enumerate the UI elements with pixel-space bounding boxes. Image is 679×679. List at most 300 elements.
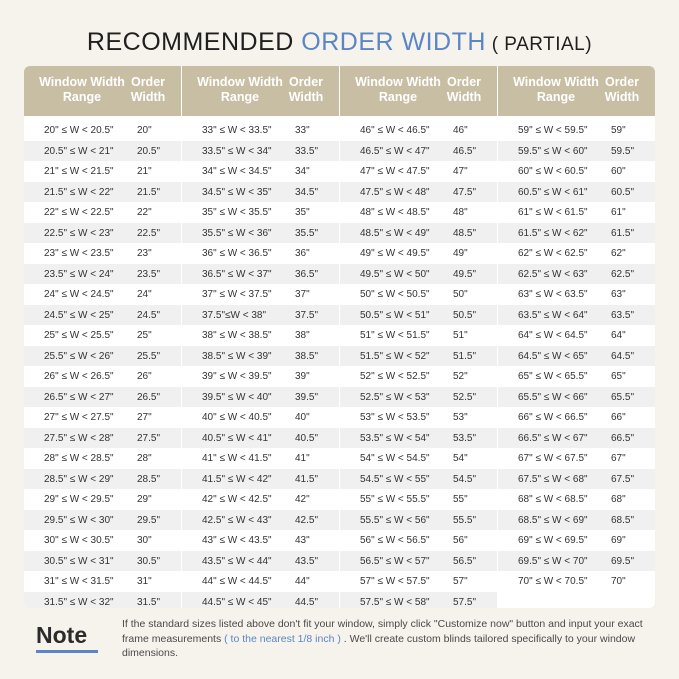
range-cell: 63.5" ≤ W < 64": [518, 309, 588, 321]
table-row: [24, 448, 181, 469]
table-row: [340, 325, 497, 346]
table-row: [182, 510, 339, 531]
range-cell: 38.5" ≤ W < 39": [202, 350, 272, 362]
header-order-width: Order Width: [130, 75, 166, 104]
range-cell: 20" ≤ W < 20.5": [44, 125, 114, 136]
note-highlight: ( to the nearest 1/8 inch ): [224, 632, 341, 645]
range-cell: 60" ≤ W < 60.5": [518, 166, 588, 177]
range-cell: 44" ≤ W < 44.5": [202, 576, 272, 587]
table-row: [182, 489, 339, 510]
header-order-width: Order Width: [446, 75, 482, 104]
column-header: [498, 66, 655, 116]
range-cell: 59" ≤ W < 59.5": [518, 125, 588, 136]
range-cell: 40" ≤ W < 40.5": [202, 412, 272, 423]
range-cell: 36.5" ≤ W < 37": [202, 268, 272, 280]
range-cell: 35" ≤ W < 35.5": [202, 207, 272, 218]
table-row: [498, 469, 655, 490]
order-cell: 43": [295, 535, 310, 546]
table-row: [182, 141, 339, 162]
table-row: [340, 120, 497, 141]
order-cell: 69": [611, 535, 626, 546]
table-row: [24, 325, 181, 346]
size-table: [24, 66, 655, 608]
table-row: [182, 284, 339, 305]
order-cell: 47.5": [453, 186, 477, 198]
order-cell: 33": [295, 125, 310, 136]
order-cell: 36.5": [295, 268, 319, 280]
range-cell: 30" ≤ W < 30.5": [44, 535, 114, 546]
table-row: [340, 182, 497, 203]
range-cell: 52.5" ≤ W < 53": [360, 391, 430, 403]
range-cell: 66" ≤ W < 66.5": [518, 412, 588, 423]
range-cell: 22" ≤ W < 22.5": [44, 207, 114, 218]
range-cell: 28" ≤ W < 28.5": [44, 453, 114, 464]
table-row: [498, 551, 655, 572]
order-cell: 61.5": [611, 227, 635, 239]
order-cell: 50.5": [453, 309, 477, 321]
table-row: [498, 346, 655, 367]
table-row: [340, 141, 497, 162]
range-cell: 22.5" ≤ W < 23": [44, 227, 114, 239]
header-window-width-range: Window Width Range: [39, 75, 125, 104]
table-row: [340, 264, 497, 285]
table-row: [340, 489, 497, 510]
header-window-width-range: Window Width Range: [355, 75, 441, 104]
order-cell: 27.5": [137, 432, 161, 444]
range-cell: 57.5" ≤ W < 58": [360, 596, 430, 608]
range-cell: 44.5" ≤ W < 45": [202, 596, 272, 608]
table-row: [498, 428, 655, 449]
order-cell: 28": [137, 453, 152, 464]
order-cell: 55.5": [453, 514, 477, 526]
order-cell: 41": [295, 453, 310, 464]
table-row: [340, 243, 497, 264]
page-title: [0, 28, 679, 57]
order-cell: 60": [611, 166, 626, 177]
range-cell: 65" ≤ W < 65.5": [518, 371, 588, 382]
table-row: [340, 346, 497, 367]
order-cell: 27": [137, 412, 152, 423]
table-row: [24, 120, 181, 141]
table-row: [24, 305, 181, 326]
order-cell: 54": [453, 453, 468, 464]
column-header: [182, 66, 339, 116]
order-cell: 31": [137, 576, 152, 587]
table-row: [182, 571, 339, 592]
table-row: [340, 551, 497, 572]
order-cell: 23": [137, 248, 152, 259]
range-cell: 53" ≤ W < 53.5": [360, 412, 430, 423]
range-cell: 47.5" ≤ W < 48": [360, 186, 430, 198]
order-cell: 57.5": [453, 596, 477, 608]
range-cell: 29" ≤ W < 29.5": [44, 494, 114, 505]
order-cell: 39.5": [295, 391, 319, 403]
table-row: [24, 161, 181, 182]
order-cell: 61": [611, 207, 626, 218]
range-cell: 62" ≤ W < 62.5": [518, 248, 588, 259]
table-row: [24, 202, 181, 223]
order-cell: 49.5": [453, 268, 477, 280]
range-cell: 37.5"≤W < 38": [202, 309, 267, 321]
range-cell: 27.5" ≤ W < 28": [44, 432, 114, 444]
range-cell: 21" ≤ W < 21.5": [44, 166, 114, 177]
order-cell: 26.5": [137, 391, 161, 403]
range-cell: 36" ≤ W < 36.5": [202, 248, 272, 259]
table-row: [24, 530, 181, 551]
note-text-after: . We'll create custom blinds tailored specifically to your window dimensions.: [122, 632, 636, 659]
order-cell: 23.5": [137, 268, 161, 280]
order-cell: 46": [453, 125, 468, 136]
order-cell: 65.5": [611, 391, 635, 403]
table-row: [182, 530, 339, 551]
range-cell: 54" ≤ W < 54.5": [360, 453, 430, 464]
order-cell: 30": [137, 535, 152, 546]
table-row: [182, 551, 339, 572]
note-label: Note: [36, 622, 88, 648]
table-row: [182, 387, 339, 408]
range-cell: 55.5" ≤ W < 56": [360, 514, 430, 526]
range-cell: 69" ≤ W < 69.5": [518, 535, 588, 546]
range-cell: 57" ≤ W < 57.5": [360, 576, 430, 587]
table-row: [340, 510, 497, 531]
table-row: [498, 243, 655, 264]
table-row: [24, 571, 181, 592]
table-row: [498, 407, 655, 428]
table-row: [498, 571, 655, 592]
order-cell: 44": [295, 576, 310, 587]
table-row: [340, 469, 497, 490]
order-cell: 47": [453, 166, 468, 177]
range-cell: 49" ≤ W < 49.5": [360, 248, 430, 259]
order-cell: 50": [453, 289, 468, 300]
table-row: [24, 489, 181, 510]
range-cell: 42" ≤ W < 42.5": [202, 494, 272, 505]
table-row: [498, 161, 655, 182]
order-cell: 31.5": [137, 596, 161, 608]
range-cell: 67.5" ≤ W < 68": [518, 473, 588, 485]
range-cell: 67" ≤ W < 67.5": [518, 453, 588, 464]
table-row: [24, 264, 181, 285]
order-cell: 56": [453, 535, 468, 546]
range-cell: 27" ≤ W < 27.5": [44, 412, 114, 423]
order-cell: 34.5": [295, 186, 319, 198]
table-row: [182, 469, 339, 490]
table-row: [182, 305, 339, 326]
table-row: [182, 202, 339, 223]
column-header: [24, 66, 181, 116]
order-cell: 49": [453, 248, 468, 259]
range-cell: 53.5" ≤ W < 54": [360, 432, 430, 444]
order-cell: 64.5": [611, 350, 635, 362]
table-row: [498, 202, 655, 223]
range-cell: 21.5" ≤ W < 22": [44, 186, 114, 198]
table-row: [24, 407, 181, 428]
range-cell: 48.5" ≤ W < 49": [360, 227, 430, 239]
range-cell: 33.5" ≤ W < 34": [202, 145, 272, 157]
table-row: [24, 182, 181, 203]
table-row: [498, 510, 655, 531]
order-cell: 66.5": [611, 432, 635, 444]
range-cell: 29.5" ≤ W < 30": [44, 514, 114, 526]
table-row: [498, 141, 655, 162]
range-cell: 31.5" ≤ W < 32": [44, 596, 114, 608]
table-column-4: [498, 66, 655, 608]
range-cell: 62.5" ≤ W < 63": [518, 268, 588, 280]
range-cell: 48" ≤ W < 48.5": [360, 207, 430, 218]
order-cell: 24": [137, 289, 152, 300]
range-cell: 41" ≤ W < 41.5": [202, 453, 272, 464]
range-cell: 56.5" ≤ W < 57": [360, 555, 430, 567]
range-cell: 65.5" ≤ W < 66": [518, 391, 588, 403]
table-column-3: [340, 66, 497, 608]
order-cell: 67": [611, 453, 626, 464]
order-cell: 53.5": [453, 432, 477, 444]
order-cell: 44.5": [295, 596, 319, 608]
order-cell: 21": [137, 166, 152, 177]
order-cell: 55": [453, 494, 468, 505]
table-row: [340, 592, 497, 609]
order-cell: 26": [137, 371, 152, 382]
order-cell: 42": [295, 494, 310, 505]
table-row: [340, 428, 497, 449]
order-cell: 40": [295, 412, 310, 423]
order-cell: 52.5": [453, 391, 477, 403]
order-cell: 33.5": [295, 145, 319, 157]
table-row: [340, 530, 497, 551]
order-cell: 46.5": [453, 145, 477, 157]
table-row: [182, 223, 339, 244]
order-cell: 35": [295, 207, 310, 218]
table-row: [340, 366, 497, 387]
order-cell: 40.5": [295, 432, 319, 444]
order-cell: 64": [611, 330, 626, 341]
order-cell: 63.5": [611, 309, 635, 321]
order-cell: 22.5": [137, 227, 161, 239]
range-cell: 59.5" ≤ W < 60": [518, 145, 588, 157]
header-order-width: Order Width: [288, 75, 324, 104]
table-row: [24, 469, 181, 490]
range-cell: 68" ≤ W < 68.5": [518, 494, 588, 505]
range-cell: 39.5" ≤ W < 40": [202, 391, 272, 403]
order-cell: 28.5": [137, 473, 161, 485]
order-cell: 30.5": [137, 555, 161, 567]
order-cell: 24.5": [137, 309, 161, 321]
table-row: [24, 346, 181, 367]
range-cell: 20.5" ≤ W < 21": [44, 145, 114, 157]
range-cell: 47" ≤ W < 47.5": [360, 166, 430, 177]
range-cell: 66.5" ≤ W < 67": [518, 432, 588, 444]
table-column-1: [24, 66, 181, 608]
order-cell: 62": [611, 248, 626, 259]
order-cell: 62.5": [611, 268, 635, 280]
range-cell: 31" ≤ W < 31.5": [44, 576, 114, 587]
range-cell: 63" ≤ W < 63.5": [518, 289, 588, 300]
table-row: [498, 223, 655, 244]
range-cell: 54.5" ≤ W < 55": [360, 473, 430, 485]
range-cell: 35.5" ≤ W < 36": [202, 227, 272, 239]
table-row: [182, 448, 339, 469]
table-row: [498, 120, 655, 141]
range-cell: 28.5" ≤ W < 29": [44, 473, 114, 485]
table-row: [498, 530, 655, 551]
column-header: [340, 66, 497, 116]
range-cell: 24.5" ≤ W < 25": [44, 309, 114, 321]
order-cell: 29": [137, 494, 152, 505]
table-row: [498, 284, 655, 305]
table-row: [340, 202, 497, 223]
range-cell: 69.5" ≤ W < 70": [518, 555, 588, 567]
order-cell: 22": [137, 207, 152, 218]
range-cell: 60.5" ≤ W < 61": [518, 186, 588, 198]
order-cell: 70": [611, 576, 626, 587]
order-cell: 25.5": [137, 350, 161, 362]
order-cell: 38.5": [295, 350, 319, 362]
order-cell: 56.5": [453, 555, 477, 567]
table-row: [182, 243, 339, 264]
range-cell: 61.5" ≤ W < 62": [518, 227, 588, 239]
table-row: [340, 223, 497, 244]
range-cell: 26.5" ≤ W < 27": [44, 391, 114, 403]
table-row: [24, 243, 181, 264]
table-row: [24, 428, 181, 449]
range-cell: 23" ≤ W < 23.5": [44, 248, 114, 259]
range-cell: 40.5" ≤ W < 41": [202, 432, 272, 444]
table-row: [24, 387, 181, 408]
order-cell: 66": [611, 412, 626, 423]
header-window-width-range: Window Width Range: [513, 75, 599, 104]
order-cell: 48.5": [453, 227, 477, 239]
order-cell: 59": [611, 125, 626, 136]
table-row: [24, 592, 181, 609]
order-cell: 39": [295, 371, 310, 382]
title-accent: ORDER WIDTH: [301, 28, 486, 56]
note-text-before: If the standard sizes listed above don't fit your window, simply click "Customize now" button and input your exact frame measurements: [122, 618, 643, 645]
table-row: [498, 489, 655, 510]
table-row: [182, 182, 339, 203]
range-cell: 33" ≤ W < 33.5": [202, 125, 272, 136]
table-row: [182, 161, 339, 182]
range-cell: 68.5" ≤ W < 69": [518, 514, 588, 526]
range-cell: 37" ≤ W < 37.5": [202, 289, 272, 300]
table-row: [24, 223, 181, 244]
order-cell: 52": [453, 371, 468, 382]
table-row: [340, 305, 497, 326]
table-row: [498, 448, 655, 469]
order-cell: 37": [295, 289, 310, 300]
range-cell: 61" ≤ W < 61.5": [518, 207, 588, 218]
order-cell: 37.5": [295, 309, 319, 321]
title-main: RECOMMENDED: [86, 28, 302, 56]
table-row: [24, 510, 181, 531]
table-row: [24, 141, 181, 162]
table-row: [340, 387, 497, 408]
range-cell: 56" ≤ W < 56.5": [360, 535, 430, 546]
order-cell: 41.5": [295, 473, 319, 485]
table-row: [340, 407, 497, 428]
note-text: [122, 617, 657, 661]
table-row: [182, 428, 339, 449]
order-cell: 20.5": [137, 145, 161, 157]
range-cell: 64.5" ≤ W < 65": [518, 350, 588, 362]
table-row: [340, 161, 497, 182]
table-column-2: [182, 66, 339, 608]
order-cell: 34": [295, 166, 310, 177]
range-cell: 70" ≤ W < 70.5": [518, 576, 588, 587]
range-cell: 25" ≤ W < 25.5": [44, 330, 114, 341]
range-cell: 41.5" ≤ W < 42": [202, 473, 272, 485]
range-cell: 26" ≤ W < 26.5": [44, 371, 114, 382]
order-cell: 25": [137, 330, 152, 341]
note-underline: [36, 650, 98, 653]
order-cell: 42.5": [295, 514, 319, 526]
range-cell: 25.5" ≤ W < 26": [44, 350, 114, 362]
order-cell: 68": [611, 494, 626, 505]
header-window-width-range: Window Width Range: [197, 75, 283, 104]
table-row: [182, 366, 339, 387]
table-row: [182, 120, 339, 141]
range-cell: 51.5" ≤ W < 52": [360, 350, 430, 362]
order-cell: 51.5": [453, 350, 477, 362]
table-row: [498, 264, 655, 285]
order-cell: 51": [453, 330, 468, 341]
table-row: [182, 325, 339, 346]
table-row: [24, 284, 181, 305]
range-cell: 34" ≤ W < 34.5": [202, 166, 272, 177]
table-row: [182, 407, 339, 428]
range-cell: 30.5" ≤ W < 31": [44, 555, 114, 567]
range-cell: 43" ≤ W < 43.5": [202, 535, 272, 546]
range-cell: 46" ≤ W < 46.5": [360, 125, 430, 136]
order-cell: 54.5": [453, 473, 477, 485]
order-cell: 67.5": [611, 473, 635, 485]
order-cell: 35.5": [295, 227, 319, 239]
header-order-width: Order Width: [604, 75, 640, 104]
order-cell: 20": [137, 125, 152, 136]
range-cell: 46.5" ≤ W < 47": [360, 145, 430, 157]
range-cell: 43.5" ≤ W < 44": [202, 555, 272, 567]
table-row: [182, 346, 339, 367]
order-cell: 43.5": [295, 555, 319, 567]
table-row: [340, 571, 497, 592]
range-cell: 55" ≤ W < 55.5": [360, 494, 430, 505]
table-row: [340, 448, 497, 469]
order-cell: 21.5": [137, 186, 161, 198]
range-cell: 51" ≤ W < 51.5": [360, 330, 430, 341]
table-row: [182, 264, 339, 285]
range-cell: 52" ≤ W < 52.5": [360, 371, 430, 382]
table-row: [498, 387, 655, 408]
range-cell: 24" ≤ W < 24.5": [44, 289, 114, 300]
order-cell: 29.5": [137, 514, 161, 526]
range-cell: 50" ≤ W < 50.5": [360, 289, 430, 300]
order-cell: 63": [611, 289, 626, 300]
order-cell: 69.5": [611, 555, 635, 567]
order-cell: 38": [295, 330, 310, 341]
range-cell: 23.5" ≤ W < 24": [44, 268, 114, 280]
range-cell: 39" ≤ W < 39.5": [202, 371, 272, 382]
order-cell: 65": [611, 371, 626, 382]
table-row: [498, 305, 655, 326]
range-cell: 64" ≤ W < 64.5": [518, 330, 588, 341]
table-row: [498, 325, 655, 346]
range-cell: 38" ≤ W < 38.5": [202, 330, 272, 341]
table-row: [340, 284, 497, 305]
table-row: [498, 366, 655, 387]
table-row: [182, 592, 339, 609]
table-row: [24, 366, 181, 387]
order-cell: 53": [453, 412, 468, 423]
order-cell: 60.5": [611, 186, 635, 198]
